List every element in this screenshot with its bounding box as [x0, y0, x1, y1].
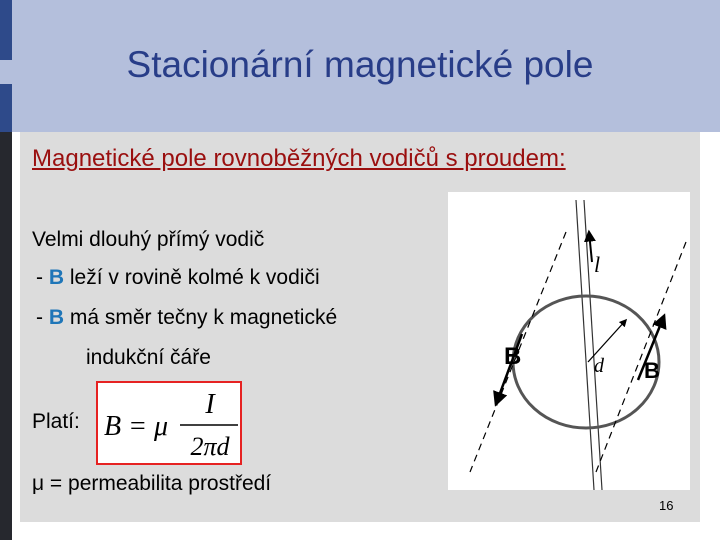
subheading: Magnetické pole rovnoběžných vodičů s proudem:: [32, 145, 566, 172]
formula-image: [98, 383, 240, 463]
label-l: l: [594, 252, 601, 277]
plati-label: Platí:: [32, 410, 80, 433]
conductor-wire-right: [584, 200, 602, 490]
bullet-2-continuation: indukční čáře: [86, 346, 211, 369]
label-b-right: B: [644, 358, 660, 383]
line-conductor: Velmi dlouhý přímý vodič: [32, 228, 265, 251]
symbol-b: B: [48, 306, 65, 329]
conductor-diagram: [448, 192, 690, 490]
mu-definition: μ = permeabilita prostředí: [32, 472, 272, 495]
slide-title: Stacionární magnetické pole: [126, 44, 594, 85]
symbol-b: B: [48, 266, 65, 289]
formula-box: [96, 381, 242, 465]
formula-numerator: I: [205, 389, 215, 420]
formula-lhs: B = μ: [104, 411, 169, 442]
bullet-dash: -: [36, 266, 43, 289]
bullet-text: má směr tečny k magnetické: [69, 306, 338, 329]
label-d: d: [594, 355, 604, 377]
accent-bar-middle: [0, 84, 12, 132]
bullet-text: leží v rovině kolmé k vodiči: [69, 266, 320, 289]
conductor-figure: [448, 192, 690, 490]
label-b-left: B: [504, 343, 522, 370]
bullet-2: [36, 306, 337, 330]
bullet-1: [36, 266, 320, 290]
bullet-dash: -: [36, 306, 43, 329]
formula-denominator: 2πd: [190, 432, 230, 461]
tangent-line-right: [596, 242, 686, 472]
current-arrow: [589, 232, 592, 262]
accent-bar-bottom: [0, 132, 12, 540]
page-number: 16: [659, 498, 674, 513]
conductor-wire-left: [576, 200, 594, 490]
